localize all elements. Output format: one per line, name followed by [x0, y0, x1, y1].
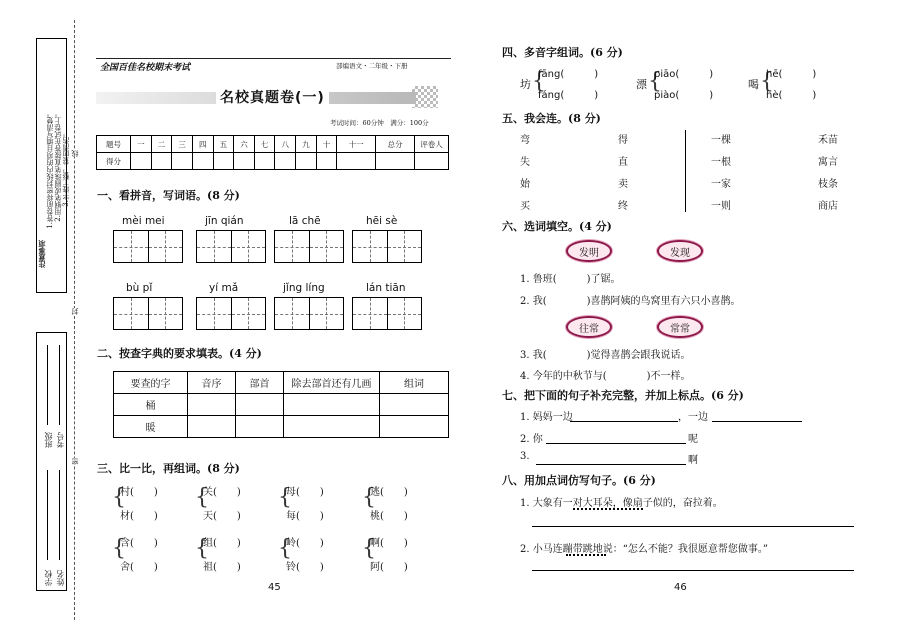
dict-cell[interactable] [284, 416, 380, 438]
match-item[interactable]: 枝条 [818, 179, 838, 190]
compare-item[interactable]: 天( ) [203, 511, 241, 522]
dict-header: 音序 [188, 372, 236, 394]
section-6-title: 六、选词填空。(4 分) [502, 220, 612, 233]
word-option-faming: 发明 [566, 240, 612, 262]
note-3: 3.字迹工整，卷面清洁。 [62, 130, 70, 207]
match-item[interactable]: 得 [618, 135, 628, 146]
score-header: 一 [131, 136, 152, 153]
answer-line[interactable] [536, 464, 686, 465]
writing-grid[interactable] [352, 230, 422, 263]
compare-item[interactable]: 啊( ) [370, 538, 408, 549]
exam-info: 考试时间：60分钟 满分：100分 [330, 119, 429, 127]
dict-cell[interactable] [380, 394, 449, 416]
score-row [97, 153, 449, 170]
section-2-title: 二、按查字典的要求填表。(4 分) [97, 347, 262, 360]
fill-question-4[interactable]: 4. 今年的中秋节与( )不一样。 [520, 371, 691, 382]
pinyin-8: lán tiān [366, 282, 406, 294]
dict-cell[interactable] [236, 416, 284, 438]
dict-cell[interactable] [188, 416, 236, 438]
score-header: 五 [213, 136, 234, 153]
match-item[interactable]: 终 [618, 201, 628, 212]
writing-grid[interactable] [113, 230, 183, 263]
dict-header: 要查的字 [114, 372, 188, 394]
imitate-example-1: 1. 大象有一对大耳朵，像扇子似的，奋拉着。 [520, 498, 723, 509]
score-cell[interactable] [376, 153, 415, 170]
score-cell[interactable] [296, 153, 317, 170]
score-header: 总分 [376, 136, 415, 153]
pinyin-5: bù pǐ [126, 282, 153, 294]
name-field[interactable] [59, 470, 60, 560]
compare-item[interactable]: 舍( ) [120, 562, 158, 573]
answer-line[interactable] [570, 421, 678, 422]
section-1-title: 一、看拼音，写词语。(8 分) [97, 189, 240, 202]
compare-item[interactable]: 阿( ) [370, 562, 408, 573]
complete-q1-start: 1. 妈妈一边 [520, 412, 573, 423]
dict-header: 部首 [236, 372, 284, 394]
score-header: 二 [151, 136, 172, 153]
answer-line[interactable] [532, 570, 854, 571]
page-number-right: 46 [674, 582, 687, 593]
score-cell[interactable] [192, 153, 213, 170]
dict-header: 组词 [380, 372, 449, 394]
score-cell[interactable] [213, 153, 234, 170]
match-item[interactable]: 始 [520, 179, 530, 190]
pinyin-7: jǐng líng [283, 282, 325, 294]
match-divider [685, 130, 686, 212]
score-cell[interactable] [151, 153, 172, 170]
dict-header: 除去部首还有几画 [284, 372, 380, 394]
school-label: 学校 [44, 570, 53, 586]
polyphone-char: 喝 [748, 78, 759, 91]
writing-grid[interactable] [274, 230, 344, 263]
note-2: 2.用钢笔或圆珠笔直接答在试卷上。 [54, 110, 62, 222]
word-option-faxian: 发现 [657, 240, 703, 262]
polyphone-char: 漂 [636, 78, 647, 91]
exam-title: 名校真题卷(一) [216, 87, 329, 107]
complete-q2-end: 呢 [688, 434, 698, 445]
name-label: 姓名 [56, 570, 65, 586]
seal-char-1: 线 [71, 150, 79, 157]
match-item[interactable]: 弯 [520, 135, 530, 146]
section-5-title: 五、我会连。(8 分) [502, 112, 601, 125]
compare-item[interactable]: 每( ) [286, 511, 324, 522]
compare-item[interactable]: 铃( ) [286, 562, 324, 573]
note-1: 1.答卷前将密封线内的项目填写清楚。 [46, 110, 54, 229]
complete-q2-start: 2. 你 [520, 434, 543, 445]
match-item[interactable]: 一家 [711, 179, 731, 190]
score-cell[interactable] [172, 153, 193, 170]
notes-label: 注意事项 [38, 240, 46, 268]
score-header: 八 [275, 136, 296, 153]
match-item[interactable]: 卖 [618, 179, 628, 190]
dict-char: 暖 [114, 416, 188, 438]
match-item[interactable]: 买 [520, 201, 530, 212]
polyphone-reading[interactable]: fáng( ) [538, 90, 599, 101]
polyphone-char: 坊 [520, 78, 531, 91]
answer-line[interactable] [546, 443, 686, 444]
section-4-title: 四、多音字组词。(6 分) [502, 46, 623, 59]
compare-item[interactable]: 桃( ) [370, 511, 408, 522]
writing-grid[interactable] [352, 297, 422, 330]
compare-item[interactable]: 祖( ) [203, 562, 241, 573]
class-label: 班级 [44, 432, 53, 448]
polyphone-reading[interactable]: hē( ) [766, 69, 817, 80]
word-option-wangchang: 往常 [566, 316, 612, 338]
dict-cell[interactable] [380, 416, 449, 438]
fill-question-2[interactable]: 2. 我( )喜鹊阿姨的鸟窝里有六只小喜鹊。 [520, 296, 741, 307]
score-table [96, 135, 449, 170]
score-cell[interactable] [275, 153, 296, 170]
match-item[interactable]: 失 [520, 157, 530, 168]
score-header: 题号 [97, 136, 131, 153]
page-number-left: 45 [268, 582, 281, 593]
seal-char-3: 密 [71, 458, 79, 465]
school-field[interactable] [47, 470, 48, 560]
checker-decoration [412, 86, 438, 108]
dict-cell[interactable] [284, 394, 380, 416]
pinyin-1: mèi mei [122, 215, 165, 227]
compare-item[interactable]: 逃( ) [370, 487, 408, 498]
pinyin-4: hēi sè [366, 215, 398, 227]
match-item[interactable]: 商店 [818, 201, 838, 212]
emphasis-dots [566, 554, 606, 556]
complete-q3-start: 3. [520, 451, 530, 462]
score-header: 六 [234, 136, 255, 153]
emphasis-dots [573, 508, 643, 510]
score-cell[interactable] [415, 153, 449, 170]
fill-question-3[interactable]: 3. 我( )觉得喜鹊会跟我说话。 [520, 350, 691, 361]
compare-item[interactable]: 母( ) [286, 487, 324, 498]
match-item[interactable]: 寓言 [818, 157, 838, 168]
score-cell[interactable] [254, 153, 275, 170]
compare-item[interactable]: 组( ) [203, 538, 241, 549]
score-row-label: 得分 [97, 153, 131, 170]
compare-item[interactable]: 含( ) [120, 538, 158, 549]
answer-line[interactable] [532, 526, 854, 527]
banner-subtitle: 部编语文・二年级・下册 [336, 62, 408, 70]
writing-grid[interactable] [113, 297, 183, 330]
seal-dashed-line [74, 20, 75, 620]
section-7-title: 七、把下面的句子补充完整，并加上标点。(6 分) [502, 389, 744, 402]
score-cell[interactable] [337, 153, 376, 170]
score-header: 十一 [337, 136, 376, 153]
score-header: 评卷人 [415, 136, 449, 153]
match-item[interactable]: 禾苗 [818, 135, 838, 146]
polyphone-reading[interactable]: fāng( ) [538, 69, 599, 80]
writing-grid[interactable] [274, 297, 344, 330]
dictionary-table [113, 371, 449, 438]
exam-no-field[interactable] [59, 345, 60, 425]
writing-grid[interactable] [196, 297, 266, 330]
dict-char: 桶 [114, 394, 188, 416]
answer-line[interactable] [712, 421, 802, 422]
compare-item[interactable]: 关( ) [203, 487, 241, 498]
polyphone-reading[interactable]: piào( ) [654, 90, 714, 101]
score-cell[interactable] [234, 153, 255, 170]
score-header: 四 [192, 136, 213, 153]
pinyin-2: jīn qián [205, 215, 244, 227]
score-cell[interactable] [131, 153, 152, 170]
section-3-title: 三、比一比，再组词。(8 分) [97, 462, 240, 475]
compare-item[interactable]: 材( ) [120, 511, 158, 522]
notes-border-left [36, 38, 37, 292]
exam-no-label: 考号 [56, 432, 65, 448]
pinyin-3: lā chē [289, 215, 321, 227]
score-header: 九 [296, 136, 317, 153]
score-header: 十 [316, 136, 337, 153]
info-border-left [36, 332, 37, 590]
compare-item[interactable]: 村( ) [120, 487, 158, 498]
score-header: 三 [172, 136, 193, 153]
complete-q3-end: 啊 [688, 455, 698, 466]
writing-grid[interactable] [196, 230, 266, 263]
binding-strip [0, 0, 80, 633]
score-header-row [97, 136, 449, 153]
compare-item[interactable]: 岭( ) [286, 538, 324, 549]
imitate-example-2: 2. 小马连蹦带跳地说：“怎么不能？我很愿意帮您做事。” [520, 544, 768, 555]
class-field[interactable] [47, 345, 48, 425]
polyphone-reading[interactable]: hè( ) [766, 90, 817, 101]
score-header: 七 [254, 136, 275, 153]
info-border-right [66, 332, 67, 590]
score-cell[interactable] [316, 153, 337, 170]
match-item[interactable]: 一则 [711, 201, 731, 212]
section-8-title: 八、用加点词仿写句子。(6 分) [502, 474, 656, 487]
banner-title: 全国百佳名校期末考试 [100, 63, 191, 73]
match-item[interactable]: 直 [618, 157, 628, 168]
match-item[interactable]: 一根 [711, 157, 731, 168]
polyphone-reading[interactable]: piāo( ) [654, 69, 714, 80]
match-item[interactable]: 一棵 [711, 135, 731, 146]
dict-cell[interactable] [236, 394, 284, 416]
fill-question-1[interactable]: 1. 鲁班( )了锯。 [520, 274, 621, 285]
complete-q1-mid: ，一边 [678, 412, 708, 423]
word-option-changchang: 常常 [657, 316, 703, 338]
seal-char-2: 封 [71, 308, 79, 315]
dict-cell[interactable] [188, 394, 236, 416]
pinyin-6: yí mǎ [209, 282, 239, 294]
